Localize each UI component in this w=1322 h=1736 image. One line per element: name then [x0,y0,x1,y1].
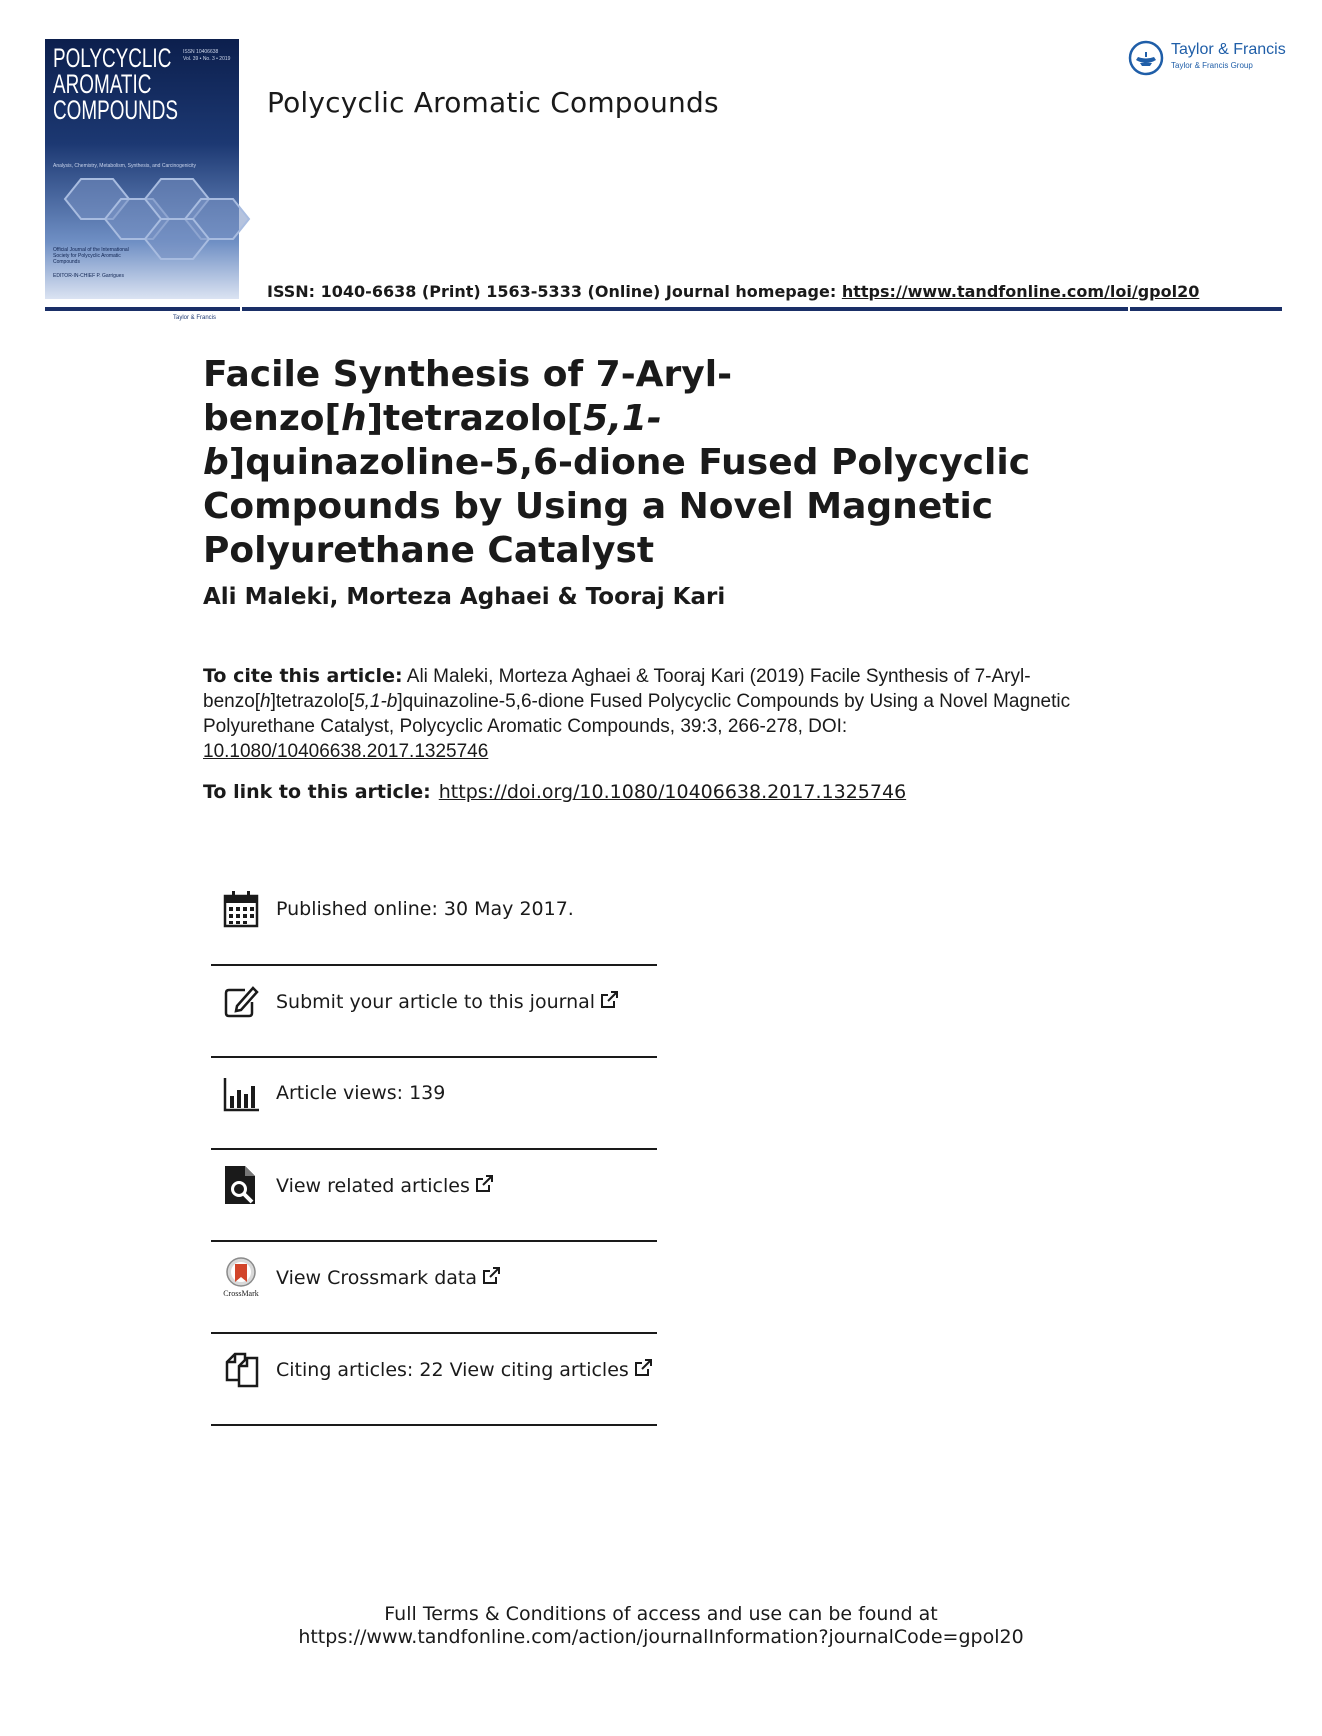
citing-articles-icon [223,1348,259,1390]
citation-doi-link[interactable]: 10.1080/10406638.2017.1325746 [203,741,489,762]
article-info-list [211,874,657,1426]
header-rule-gap [240,307,242,311]
article-authors: Ali Maleki, Morteza Aghaei & Tooraj Kari [203,584,726,610]
publisher-logo[interactable] [1128,38,1288,78]
citing-articles-row[interactable] [211,1334,657,1426]
title-text: Facile Synthesis of 7-Aryl-benzo[ [203,354,733,439]
external-link-icon [474,1174,494,1194]
cover-issn [183,49,230,63]
issn-line [267,282,1199,301]
article-doi-url[interactable]: https://doi.org/10.1080/10406638.2017.1325746 [438,781,907,803]
footer-terms-url[interactable]: https://www.tandfonline.com/action/journalInformation?journalCode=gpol20 [298,1626,1024,1648]
external-link-icon [481,1266,501,1286]
calendar-icon [223,888,259,930]
issn-text: ISSN: 1040-6638 (Print) 1563-5333 (Online) Journal homepage: [267,282,842,301]
cover-subtitle: Analysis, Chemistry, Metabolism, Synthesis, and Carcinogenicity [53,163,197,169]
journal-homepage-link[interactable]: https://www.tandfonline.com/loi/gpol20 [841,282,1200,301]
journal-cover-image [45,39,239,321]
search-document-icon [223,1164,259,1206]
crossmark-icon-label: CrossMark [223,1289,259,1298]
publisher-group: Taylor & Francis Group [1171,61,1253,70]
submit-article-link[interactable] [276,990,619,1013]
external-link-icon [633,1358,653,1378]
bar-chart-icon [223,1072,259,1114]
article-views-row [211,1058,657,1150]
title-text: ]tetrazolo[ [366,398,584,439]
citation-italic: h [260,691,271,712]
header-rule [45,307,1282,311]
citation-text: ]quinazoline-5,6-dione Fused Polycyclic Compounds by Using a Novel Magnetic Polyurethane Catalyst, Polycyclic Aromatic Compounds, 39:3, 266-278, DOI: [203,691,1071,737]
terms-footer [0,1603,1322,1649]
external-link-icon [599,990,619,1010]
journal-name: Polycyclic Aromatic Compounds [267,86,719,119]
header-rule-gap [1128,307,1130,311]
taylor-francis-lamp-icon [1128,40,1164,76]
cover-title-line: POLYCYCLIC [53,43,172,73]
citation-label: To cite this article: [203,665,403,687]
related-articles-label: View related articles [276,1175,470,1197]
title-italic: b [203,442,229,483]
title-text: ]quinazoline-5,6-dione Fused Polycyclic Compounds by Using a Novel Magnetic Polyurethane Catalyst [203,442,1031,571]
publisher-name: Taylor & Francis [1171,41,1286,58]
published-online-row [211,874,657,966]
cover-title-line: AROMATIC [53,69,152,99]
title-italic: 5,1- [583,398,662,439]
crossmark-label: View Crossmark data [276,1267,478,1289]
title-italic: h [340,398,367,439]
citing-articles-link[interactable] [276,1358,653,1381]
crossmark-row[interactable] [211,1242,657,1334]
cover-publisher: Taylor & Francis [173,315,217,321]
cover-title-line: COMPOUNDS [53,95,178,125]
cover-editor-note: EDITOR-IN-CHIEF P. Garrigues [53,273,124,279]
published-online-text: Published online: 30 May 2017. [276,898,574,920]
crossmark-link[interactable] [276,1266,501,1289]
submit-article-row[interactable] [211,966,657,1058]
cover-title [53,45,178,123]
citation-text: Ali Maleki, Morteza Aghaei & Tooraj Kari (2019) Facile Synthesis of 7-Aryl-benzo[ [203,666,1031,712]
citation-text: ]tetrazolo[ [270,691,355,712]
edit-icon [223,980,259,1022]
article-link-line [203,781,906,803]
article-title [203,353,1103,573]
cover-volume-text: Vol. 39 • No. 3 • 2019 [183,56,231,62]
cover-society-note: Official Journal of the International Society for Polycyclic Aromatic Compounds [53,247,129,265]
submit-article-label: Submit your article to this journal [276,991,596,1013]
article-link-label: To link to this article: [203,781,431,803]
citing-articles-label: Citing articles: 22 View citing articles [276,1359,629,1381]
cover-issn-text: ISSN 10406638 [183,49,219,55]
citation-italic: 5,1-b [354,691,398,712]
related-articles-link[interactable] [276,1174,494,1197]
citation-block [203,664,1083,764]
article-views-text: Article views: 139 [276,1082,446,1104]
footer-line1: Full Terms & Conditions of access and use can be found at [384,1603,938,1625]
crossmark-icon [223,1256,259,1298]
related-articles-row[interactable] [211,1150,657,1242]
